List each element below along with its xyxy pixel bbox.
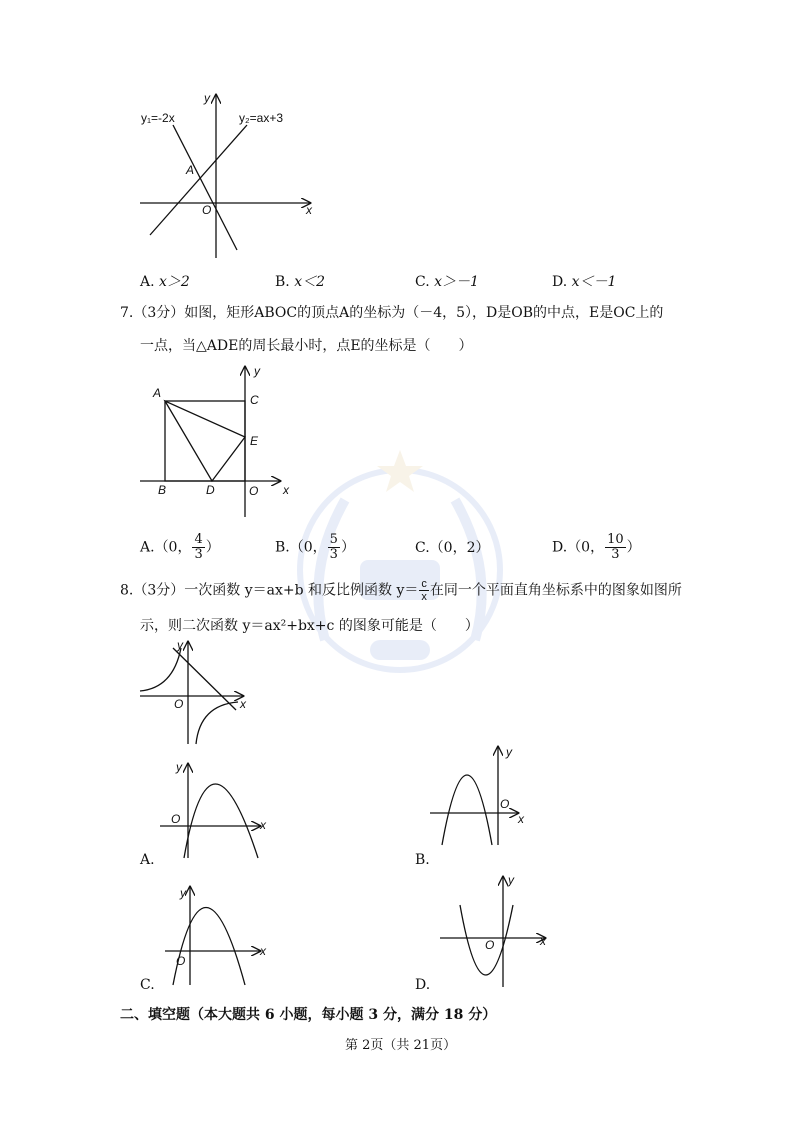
q8d-label-y: y bbox=[508, 873, 514, 887]
q7-option-a: A.（0， $\frac{4}{3}$ ） bbox=[140, 532, 220, 562]
q7-label-e: E bbox=[250, 434, 259, 448]
q8-label-x: x bbox=[240, 697, 246, 711]
q6-y2-label: y₂=ax+3 bbox=[239, 111, 284, 125]
parabola bbox=[442, 775, 492, 845]
q8-option-d-graph bbox=[440, 875, 550, 990]
q8a-label-y: y bbox=[176, 760, 182, 774]
hyperbola-branch-left bbox=[140, 648, 181, 691]
q8-label-o: O bbox=[174, 697, 184, 711]
q7-label-b: B bbox=[158, 483, 167, 497]
q7-option-c: C.（0，2） bbox=[415, 540, 490, 556]
q8-stem-line1: 8.（3分）一次函数 y＝ax+b 和反比例函数 y＝ $\frac{c}{x}$ 在同一个平面直角坐标系中的图象如图所 bbox=[120, 578, 682, 603]
q7-label-y: y bbox=[254, 364, 260, 378]
hyperbola-branch-right bbox=[196, 702, 238, 744]
q7-stem-line1: 7.（3分）如图，矩形ABOC的顶点A的坐标为（－4，5），D是OB的中点，E是OC上的 bbox=[120, 305, 664, 321]
q8d-label-x: x bbox=[540, 934, 546, 948]
q8a-label-o: O bbox=[171, 812, 181, 826]
q8-stem-line2: 示，则二次函数 y＝ax²+bx+c 的图象可能是（ ） bbox=[140, 618, 479, 634]
q6-y1-label: y₁=-2x bbox=[141, 111, 175, 125]
q8-option-b-graph bbox=[430, 745, 530, 850]
q6-point-a: A bbox=[186, 163, 195, 177]
line-y2 bbox=[150, 125, 247, 235]
watermark-seal bbox=[285, 440, 515, 700]
q8d-label-o: O bbox=[485, 938, 495, 952]
q6-option-c: C. x＞－1 bbox=[415, 274, 479, 290]
q8b-label-o: O bbox=[500, 797, 510, 811]
q7-option-d: D.（0， $\frac{10}{3}$ ） bbox=[552, 532, 641, 562]
page-footer: 第 2页（共 21页） bbox=[345, 1038, 457, 1053]
q7-label-a: A bbox=[153, 386, 162, 400]
q8c-label-o: O bbox=[176, 954, 186, 968]
q8b-label-y: y bbox=[506, 745, 512, 759]
q7-label-d: D bbox=[206, 483, 215, 497]
triangle-ade bbox=[165, 401, 245, 481]
q8-graph bbox=[138, 640, 258, 745]
line-y1 bbox=[173, 125, 237, 250]
q7-label-x: x bbox=[283, 483, 289, 497]
q7-option-b: B.（0， $\frac{5}{3}$ ） bbox=[275, 532, 355, 562]
section-2-heading: 二、填空题（本大题共 6 小题，每小题 3 分，满分 18 分） bbox=[120, 1007, 497, 1023]
q8-option-d: D. bbox=[415, 977, 431, 993]
q8-option-b: B. bbox=[415, 852, 430, 868]
q6-origin: O bbox=[202, 203, 212, 217]
q8-option-a-graph bbox=[160, 760, 275, 860]
q6-option-b: B. x＜2 bbox=[275, 274, 326, 290]
q8-option-c-graph bbox=[165, 885, 270, 990]
q6-x-label: x bbox=[306, 203, 312, 217]
q8-label-y: y bbox=[177, 638, 183, 652]
parabola bbox=[173, 908, 245, 986]
q8-option-a: A. bbox=[140, 852, 155, 868]
q6-y-label: y bbox=[204, 91, 210, 105]
q8c-label-y: y bbox=[180, 886, 186, 900]
q6-option-a: A. x＞2 bbox=[140, 274, 190, 290]
q8-option-c: C. bbox=[140, 977, 155, 993]
q7-label-c: C bbox=[250, 393, 259, 407]
q8c-label-x: x bbox=[260, 944, 266, 958]
parabola bbox=[184, 784, 258, 858]
q8b-label-x: x bbox=[518, 812, 524, 826]
q7-stem-line2: 一点，当△ADE的周长最小时，点E的坐标是（ ） bbox=[140, 338, 473, 354]
q8a-label-x: x bbox=[260, 818, 266, 832]
q7-label-o: O bbox=[249, 484, 259, 498]
q6-option-d: D. x＜－1 bbox=[552, 274, 617, 290]
